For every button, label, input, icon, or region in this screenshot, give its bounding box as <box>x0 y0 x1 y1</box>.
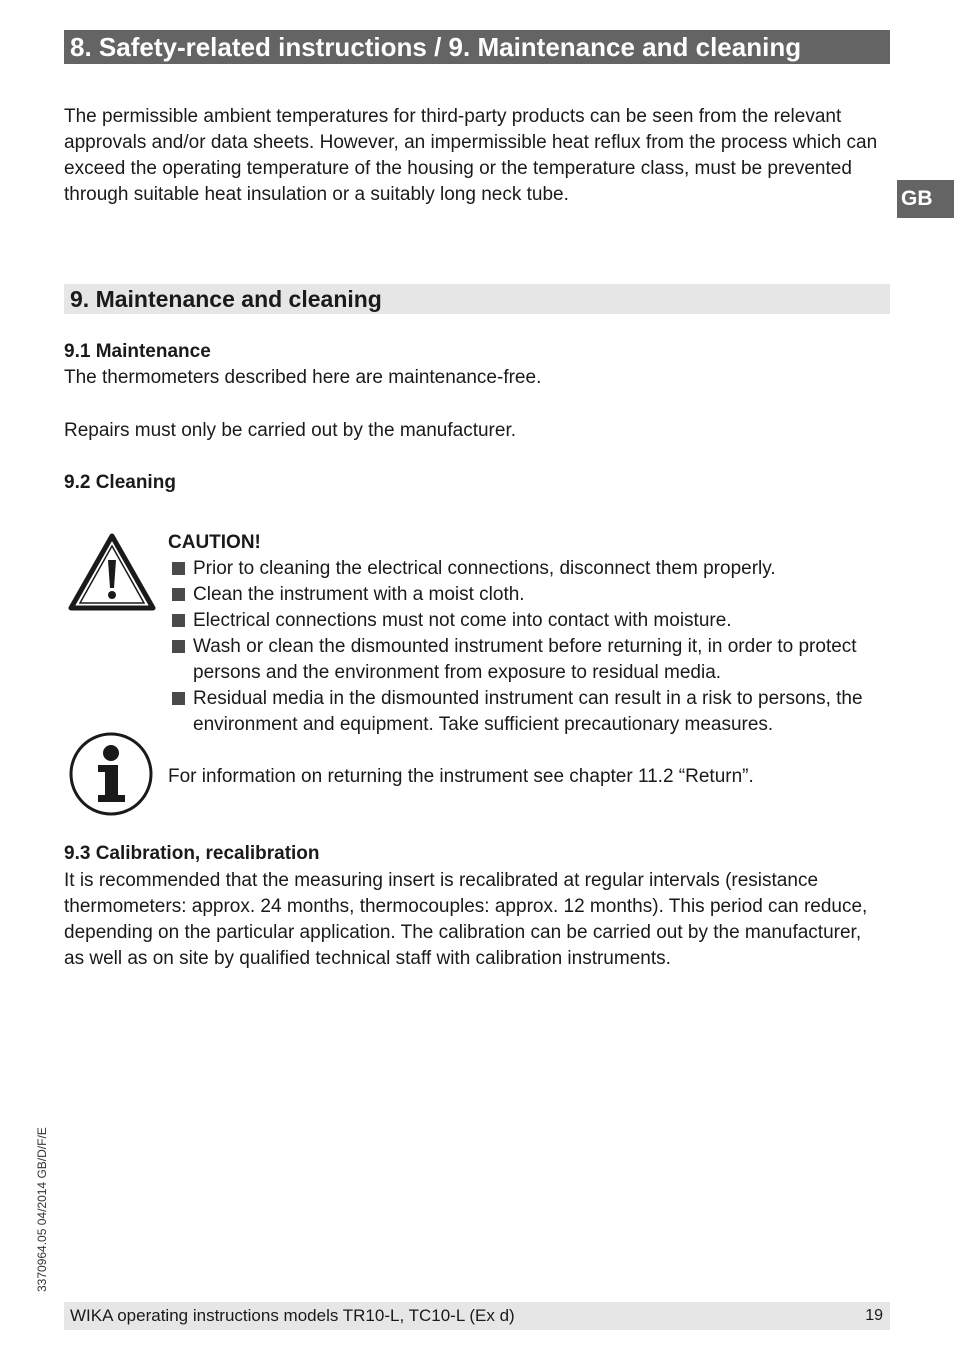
caution-list <box>168 556 888 738</box>
square-bullet-icon <box>172 588 185 601</box>
footer-text: WIKA operating instructions models TR10-L, TC10-L (Ex d) <box>70 1306 515 1325</box>
list-item <box>168 556 888 582</box>
info-icon <box>68 731 154 817</box>
page-title: 8. Safety-related instructions / 9. Maintenance and cleaning <box>64 30 890 64</box>
calibration-paragraph: It is recommended that the measuring insert is recalibrated at regular intervals (resistance thermometers: approx. 24 months, thermocouples: approx. 12 months). This period can reduce, depending on the particular application. The calibration can be carried out by the manufacturer, as well as on site by qualified technical staff with calibration instruments. <box>64 870 868 969</box>
list-item <box>168 634 888 686</box>
square-bullet-icon <box>172 562 185 575</box>
footer <box>64 1302 890 1330</box>
caution-item-text: Electrical connections must not come into contact with moisture. <box>193 610 732 631</box>
maintenance-text-2: Repairs must only be carried out by the manufacturer. <box>64 420 517 441</box>
warning-triangle-icon <box>68 532 156 612</box>
caution-item-text: Clean the instrument with a moist cloth. <box>193 584 525 605</box>
caution-title: CAUTION! <box>168 532 261 553</box>
square-bullet-icon <box>172 614 185 627</box>
square-bullet-icon <box>172 692 185 705</box>
list-item <box>168 582 888 608</box>
list-item <box>168 686 888 738</box>
cleaning-heading: 9.2 Cleaning <box>64 472 176 493</box>
caution-item-text: Residual media in the dismounted instrument can result in a risk to persons, the environment and equipment. Take sufficient precautionary measures. <box>193 688 863 735</box>
list-item <box>168 608 888 634</box>
caution-item-text: Prior to cleaning the electrical connections, disconnect them properly. <box>193 558 776 579</box>
document-code: 3370964.05 04/2014 GB/D/F/E <box>35 1127 49 1292</box>
intro-paragraph: The permissible ambient temperatures for third-party products can be seen from the relevant approvals and/or data sheets. However, an impermissible heat reflux from the process which can exceed the operating temperature of the housing or the temperature class, must be prevented through suitable heat insulation or a suitably long neck tube. <box>64 106 878 205</box>
maintenance-heading: 9.1 Maintenance <box>64 341 211 362</box>
section-title: 9. Maintenance and cleaning <box>64 284 890 314</box>
calibration-heading: 9.3 Calibration, recalibration <box>64 843 320 864</box>
return-info-text: For information on returning the instrument see chapter 11.2 “Return”. <box>168 766 754 787</box>
maintenance-text-1: The thermometers described here are maintenance-free. <box>64 367 542 388</box>
page-number: 19 <box>865 1307 883 1324</box>
square-bullet-icon <box>172 640 185 653</box>
caution-item-text: Wash or clean the dismounted instrument before returning it, in order to protect persons and the environment from exposure to residual media. <box>193 636 857 683</box>
language-tab: GB <box>897 180 954 218</box>
